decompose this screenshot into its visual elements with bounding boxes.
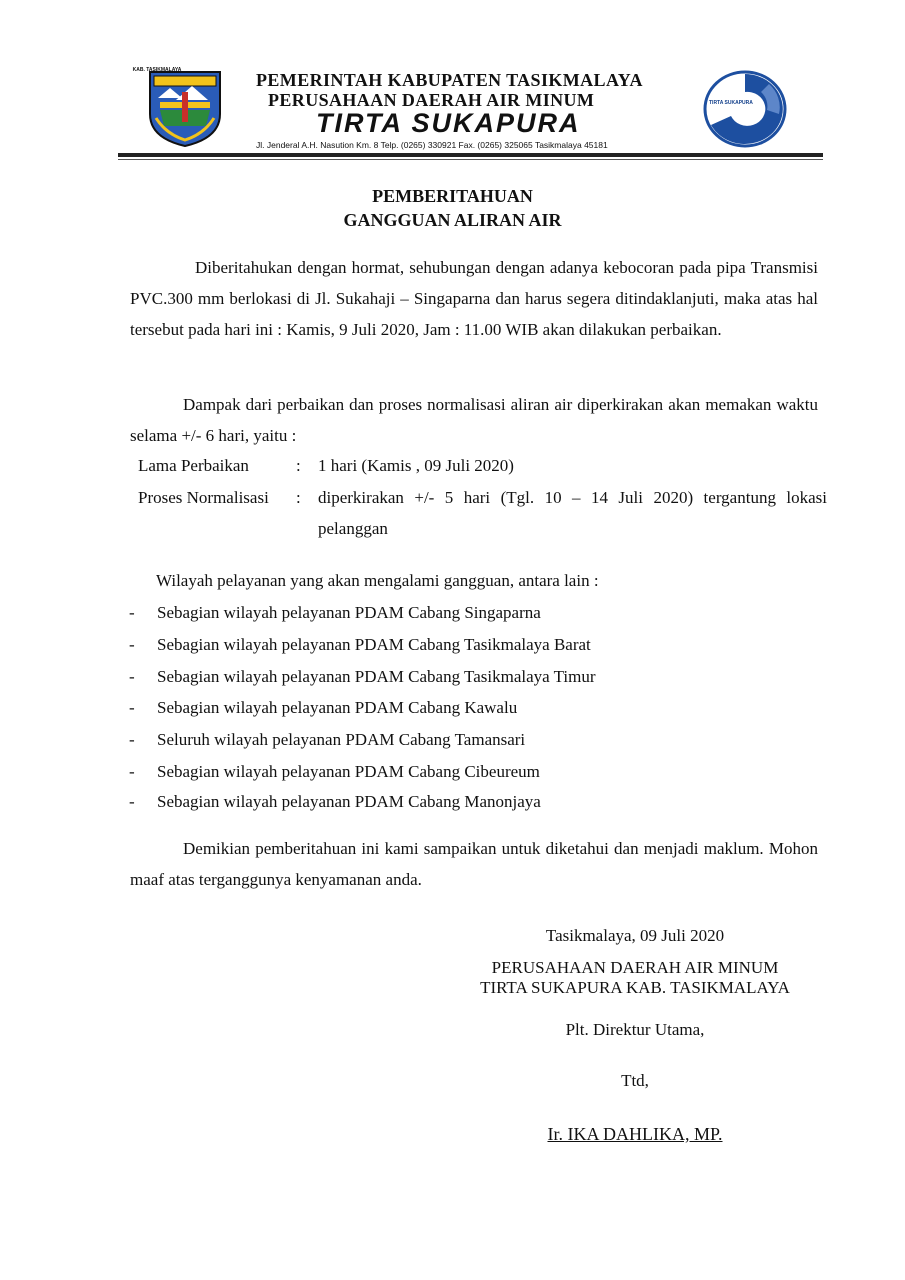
- detail-label-repair: Lama Perbaikan: [138, 456, 249, 475]
- signature-org-line2: TIRTA SUKAPURA KAB. TASIKMALAYA: [480, 978, 790, 997]
- list-bullet: -: [129, 698, 135, 717]
- signature-org-line1: PERUSAHAAN DAERAH AIR MINUM: [491, 958, 779, 977]
- list-item: Sebagian wilayah pelayanan PDAM Cabang Tasikmalaya Barat: [157, 635, 591, 654]
- list-bullet: -: [129, 792, 135, 811]
- signatory-wrapper: [430, 1124, 840, 1145]
- list-item: Sebagian wilayah pelayanan PDAM Cabang Manonjaya: [157, 792, 541, 811]
- paragraph-announcement: Diberitahukan dengan hormat, sehubungan dengan adanya kebocoran pada pipa Transmisi PVC.300 mm berlokasi di Jl. Sukahaji – Singaparna dan harus segera ditindaklanjuti, maka atas hal tersebut pada hari ini : Kamis, 9 Juli 2020, Jam : 11.00 WIB akan dilakukan perbaikan.: [130, 258, 818, 339]
- signature-ttd: Ttd,: [621, 1071, 649, 1090]
- detail-colon: :: [296, 488, 301, 507]
- detail-value-repair: 1 hari (Kamis , 09 Juli 2020): [318, 456, 514, 475]
- signature-position: Plt. Direktur Utama,: [565, 1020, 705, 1039]
- list-bullet: -: [129, 635, 135, 654]
- place-date: Tasikmalaya, 09 Juli 2020: [545, 926, 725, 945]
- notice-title: PEMBERITAHUAN: [372, 186, 533, 206]
- logo-caption: TIRTA SUKAPURA: [709, 100, 753, 106]
- list-item: Sebagian wilayah pelayanan PDAM Cabang Cibeureum: [157, 762, 540, 781]
- paragraph-closing: Demikian pemberitahuan ini kami sampaikan untuk diketahui dan menjadi maklum. Mohon maaf atas terganggunya kenyamanan anda.: [130, 839, 818, 889]
- detail-label-normalization: Proses Normalisasi: [138, 488, 269, 507]
- areas-intro: Wilayah pelayanan yang akan mengalami gangguan, antara lain :: [156, 571, 599, 590]
- letterhead-company-name: PERUSAHAAN DAERAH AIR MINUM: [268, 90, 595, 110]
- list-bullet: -: [129, 603, 135, 622]
- regency-crest-icon: [146, 68, 224, 148]
- signatory-name: Ir. IKA DAHLIKA, MP.: [547, 1124, 723, 1144]
- letterhead-government-name: PEMERINTAH KABUPATEN TASIKMALAYA: [256, 70, 643, 90]
- notice-subtitle: GANGGUAN ALIRAN AIR: [343, 210, 562, 230]
- list-bullet: -: [129, 762, 135, 781]
- letterhead-rule-thin: [118, 159, 823, 160]
- detail-colon: :: [296, 456, 301, 475]
- letterhead-brand-name: TIRTA SUKAPURA: [316, 108, 581, 138]
- crest-band-text: KAB. TASIKMALAYA: [132, 67, 182, 73]
- detail-value-normalization: diperkirakan +/- 5 hari (Tgl. 10 – 14 Juli 2020) tergantung lokasi pelanggan: [318, 488, 827, 538]
- tirta-sukapura-logo-icon: [703, 70, 787, 148]
- list-bullet: -: [129, 730, 135, 749]
- list-item: Sebagian wilayah pelayanan PDAM Cabang Tasikmalaya Timur: [157, 667, 596, 686]
- list-item: Sebagian wilayah pelayanan PDAM Cabang Kawalu: [157, 698, 518, 717]
- list-item: Seluruh wilayah pelayanan PDAM Cabang Tamansari: [157, 730, 526, 749]
- letterhead-address: Jl. Jenderal A.H. Nasution Km. 8 Telp. (0265) 330921 Fax. (0265) 325065 Tasikmalaya 45181: [256, 140, 608, 150]
- list-bullet: -: [129, 667, 135, 686]
- letterhead: [118, 60, 823, 162]
- list-item: Sebagian wilayah pelayanan PDAM Cabang Singaparna: [157, 603, 541, 622]
- paragraph-impact: Dampak dari perbaikan dan proses normalisasi aliran air diperkirakan akan memakan waktu selama +/- 6 hari, yaitu :: [130, 395, 818, 445]
- letterhead-rule-thick: [118, 153, 823, 157]
